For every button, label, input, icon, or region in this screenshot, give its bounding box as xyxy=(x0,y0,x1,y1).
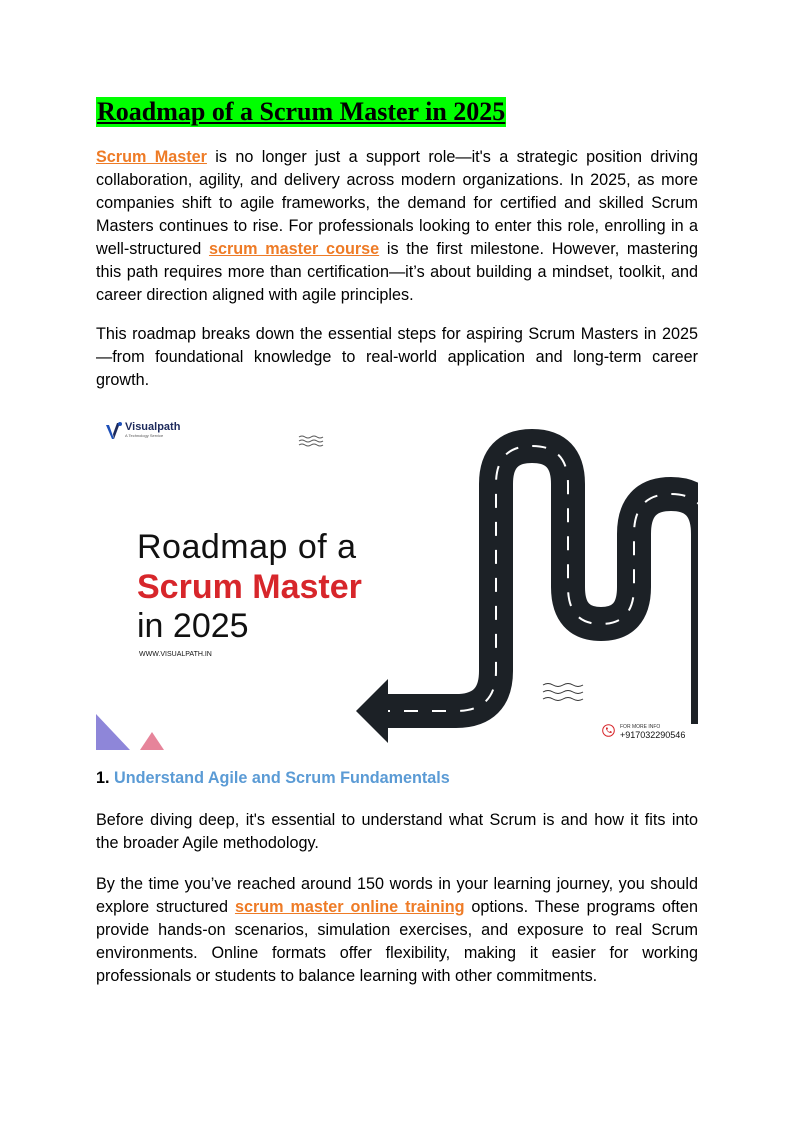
scrum-master-online-training-link[interactable]: scrum master online training xyxy=(234,898,465,916)
intro-text-1: is no longer just a support role—it's a strategic position driving collaboration, agility, and delivery across modern organizations. In 2025, as more companies shift to agile frameworks, the demand for certified and skilled Scrum Masters continues to rise. For professionals looking to enter this role, enrolling in a well-structured xyxy=(96,148,699,258)
intro-text-2: is the first milestone. However, mastering this path requires more than certification—it’s about building a mindset, toolkit, and career direction aligned with agile principles. xyxy=(96,240,698,304)
scrum-master-course-link[interactable]: scrum master course xyxy=(208,240,380,258)
logo-tagline: A Technology Service xyxy=(125,433,164,438)
section-heading-text: Understand Agile and Scrum Fundamentals xyxy=(114,769,450,787)
section-1-paragraph-2 xyxy=(96,873,698,988)
scrum-master-link[interactable]: Scrum Master xyxy=(96,148,207,166)
visualpath-logo xyxy=(105,421,180,441)
visualpath-logo-icon xyxy=(105,421,123,441)
banner-line-1: Roadmap of a xyxy=(137,528,357,566)
section-1-paragraph-1: Before diving deep, it's essential to understand what Scrum is and how it fits into the broader Agile methodology. xyxy=(96,811,698,852)
wave-decoration-icon xyxy=(542,682,586,704)
banner-line-3: in 2025 xyxy=(137,607,249,645)
roadmap-banner-image xyxy=(96,404,698,750)
wave-decoration-icon xyxy=(298,435,324,449)
phone-icon xyxy=(602,724,615,737)
section-number: 1. xyxy=(96,769,110,787)
section-1-text-2: options. These programs often provide hands-on scenarios, simulation exercises, and exposure to real Scrum environments. Online formats offer flexibility, making it easier for working professionals or students to balance learning with other commitments. xyxy=(96,898,698,985)
intro-paragraph xyxy=(96,146,698,307)
document-title: Roadmap of a Scrum Master in 2025 xyxy=(97,97,506,126)
banner-website: WWW.VISUALPATH.IN xyxy=(139,651,212,658)
road-illustration xyxy=(356,424,698,750)
banner-line-2: Scrum Master xyxy=(137,568,362,606)
section-1-heading xyxy=(96,767,450,790)
phone-number: +917032290546 xyxy=(620,730,686,740)
roadmap-paragraph: This roadmap breaks down the essential steps for aspiring Scrum Masters in 2025—from foundational knowledge to real-world application and long-term career growth. xyxy=(96,325,698,389)
more-info-label: FOR MORE INFO xyxy=(620,724,661,730)
section-1-text-1: By the time you’ve reached around 150 words in your learning journey, you should explore structured xyxy=(96,875,698,916)
logo-name: Visualpath xyxy=(125,421,181,433)
triangle-decoration-icon xyxy=(96,710,166,750)
